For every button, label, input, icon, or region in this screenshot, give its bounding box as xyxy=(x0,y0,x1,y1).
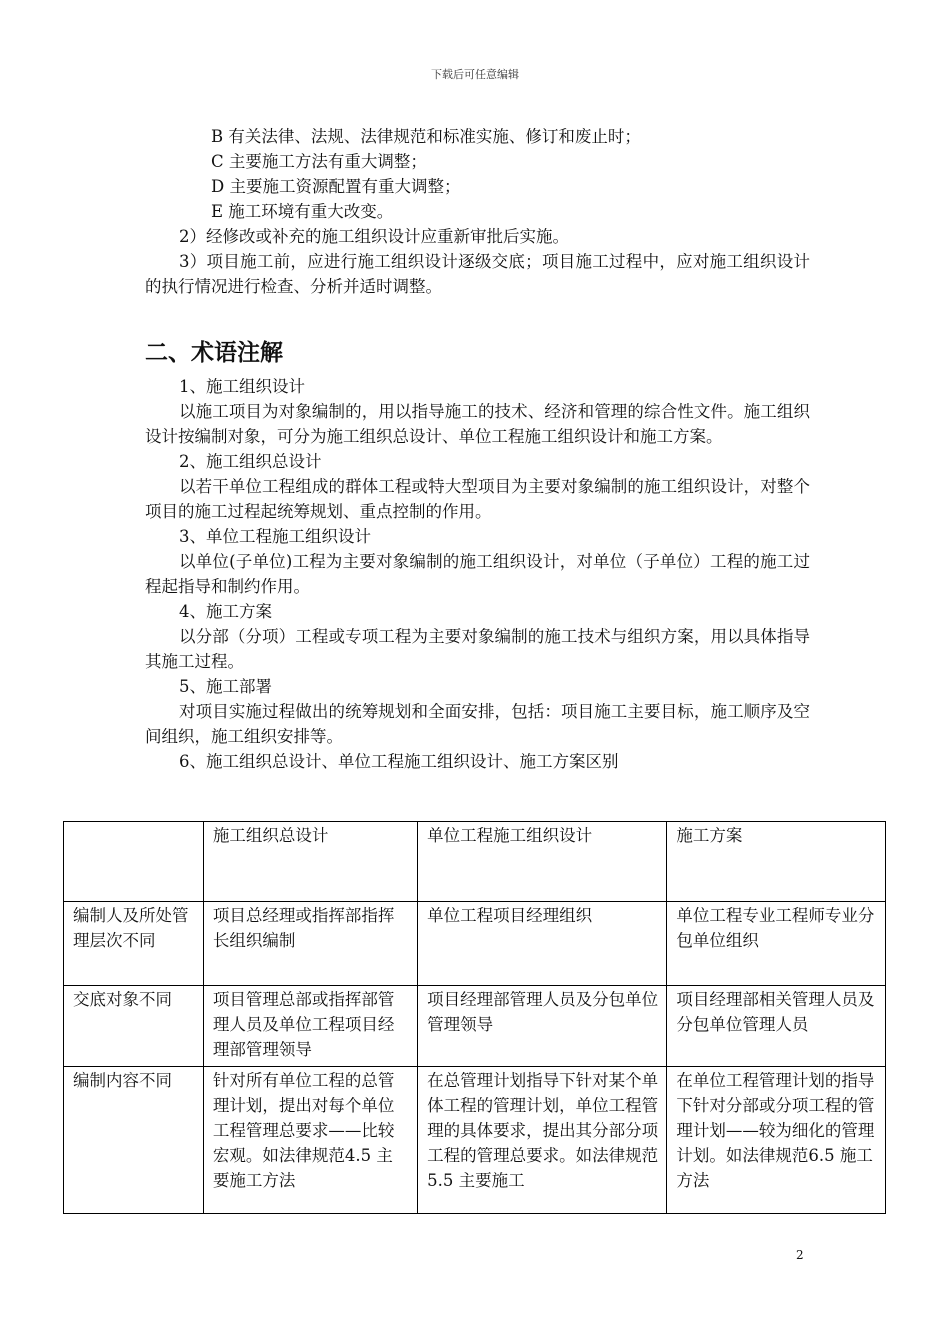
comparison-table xyxy=(63,821,886,1214)
procedure-list xyxy=(145,124,810,299)
term-heading: 2、施工组织总设计 xyxy=(179,452,322,471)
terms-section xyxy=(145,374,810,774)
table-cell: 项目经理部管理人员及分包单位管理领导 xyxy=(418,986,667,1067)
term-heading: 1、施工组织设计 xyxy=(179,377,305,396)
list-item: D 主要施工资源配置有重大调整； xyxy=(211,177,461,196)
table-header-cell: 施工方案 xyxy=(667,822,886,902)
table-cell: 在总管理计划指导下针对某个单体工程的管理计划，单位工程管理的具体要求，提出其分部分项工程的管理总要求。如法律规范5.5 主要施工 xyxy=(418,1067,667,1214)
term-heading: 5、施工部署 xyxy=(179,677,272,696)
table-cell: 在单位工程管理计划的指导下针对分部或分项工程的管理计划——较为细化的管理计划。如法律规范6.5 施工方法 xyxy=(667,1067,886,1214)
table-cell: 单位工程项目经理组织 xyxy=(418,902,667,986)
item-2: 2）经修改或补充的施工组织设计应重新审批后实施。 xyxy=(179,227,569,246)
term-body: 对项目实施过程做出的统筹规划和全面安排，包括：项目施工主要目标，施工顺序及空间组织，施工组织安排等。 xyxy=(145,702,810,746)
table-header-cell: 单位工程施工组织设计 xyxy=(418,822,667,902)
term-heading: 6、施工组织总设计、单位工程施工组织设计、施工方案区别 xyxy=(179,752,619,771)
term-heading: 3、单位工程施工组织设计 xyxy=(179,527,371,546)
table-row xyxy=(64,986,886,1067)
term-body: 以单位(子单位)工程为主要对象编制的施工组织设计，对单位（子单位）工程的施工过程起指导和制约作用。 xyxy=(145,552,810,596)
table-header-cell xyxy=(64,822,204,902)
item-3: 3）项目施工前，应进行施工组织设计逐级交底；项目施工过程中，应对施工组织设计的执行情况进行检查、分析并适时调整。 xyxy=(145,252,810,296)
term-body: 以分部（分项）工程或专项工程为主要对象编制的施工技术与组织方案，用以具体指导其施工过程。 xyxy=(145,627,810,671)
table-row xyxy=(64,902,886,986)
section-title: 二、术语注解 xyxy=(145,340,283,366)
table-cell: 针对所有单位工程的总管理计划，提出对每个单位工程管理总要求——比较宏观。如法律规范4.5 主要施工方法 xyxy=(203,1067,417,1214)
table-header-row xyxy=(64,822,886,902)
list-item: C 主要施工方法有重大调整； xyxy=(211,152,427,171)
table-cell: 交底对象不同 xyxy=(64,986,204,1067)
table-row xyxy=(64,1067,886,1214)
table-cell: 编制人及所处管理层次不同 xyxy=(64,902,204,986)
term-heading: 4、施工方案 xyxy=(179,602,272,621)
table-header-cell: 施工组织总设计 xyxy=(203,822,417,902)
term-body: 以若干单位工程组成的群体工程或特大型项目为主要对象编制的施工组织设计，对整个项目的施工过程起统筹规划、重点控制的作用。 xyxy=(145,477,810,521)
page-number: 2 xyxy=(796,1248,804,1262)
table-cell: 项目总经理或指挥部指挥长组织编制 xyxy=(203,902,417,986)
table-cell: 项目经理部相关管理人员及分包单位管理人员 xyxy=(667,986,886,1067)
table-cell: 项目管理总部或指挥部管理人员及单位工程项目经理部管理领导 xyxy=(203,986,417,1067)
list-item: B 有关法律、法规、法律规范和标准实施、修订和废止时； xyxy=(211,127,641,146)
table-cell: 单位工程专业工程师专业分包单位组织 xyxy=(667,902,886,986)
table-cell: 编制内容不同 xyxy=(64,1067,204,1214)
term-body: 以施工项目为对象编制的，用以指导施工的技术、经济和管理的综合性文件。施工组织设计按编制对象，可分为施工组织总设计、单位工程施工组织设计和施工方案。 xyxy=(145,402,810,446)
page-header-note: 下载后可任意编辑 xyxy=(431,68,519,81)
list-item: E 施工环境有重大改变。 xyxy=(211,202,394,221)
